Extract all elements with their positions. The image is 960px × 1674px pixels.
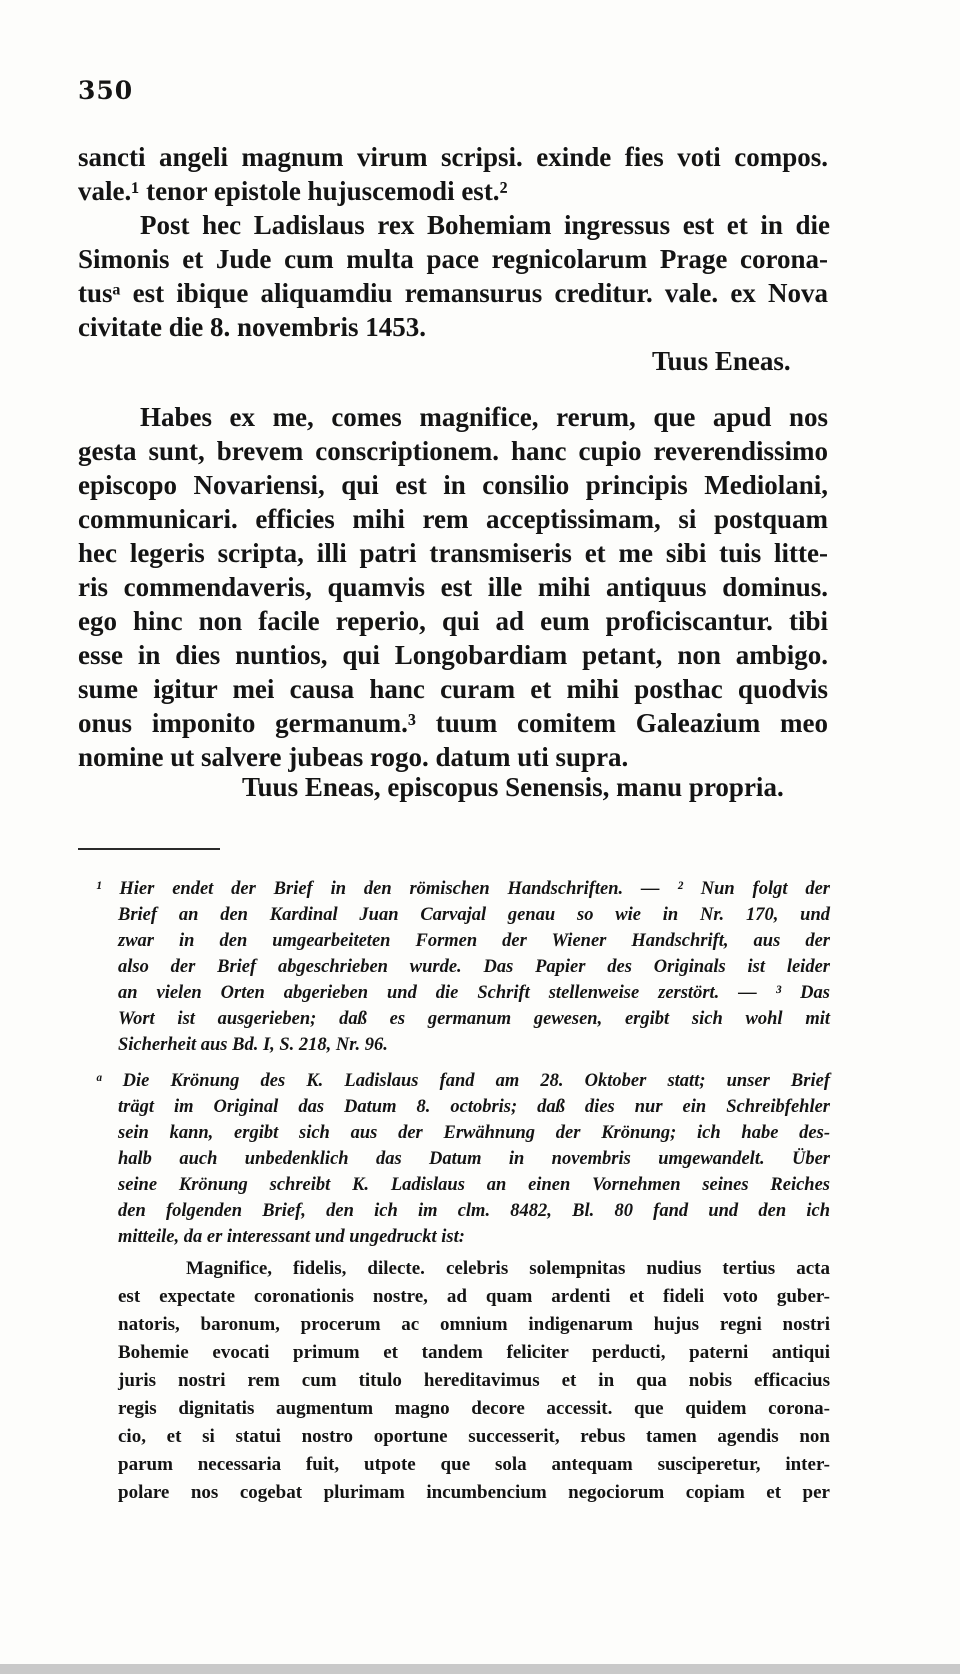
footnote-line: sein kann, ergibt sich aus der Erwähnung der Krönung; ich habe des- (118, 1123, 830, 1143)
text-line: communicari. efficies mihi rem acceptissimam, si postquam (78, 504, 828, 534)
text-line: esse in dies nuntios, qui Longobardiam petant, non ambigo. (78, 640, 828, 670)
footnote-line: an vielen Orten abgerieben und die Schrift stellenweise zerstört. — ³ Das (118, 983, 830, 1003)
text-line: Post hec Ladislaus rex Bohemiam ingressus est et in die (140, 210, 830, 240)
text-line: episcopo Novariensi, qui est in consilio principis Mediolani, (78, 470, 828, 500)
text-line: hec legeris scripta, illi patri transmiseris et me sibi tuis litte- (78, 538, 828, 568)
footnote-line: halb auch unbedenklich das Datum in novembris umgewandelt. Über (118, 1149, 830, 1169)
quoted-letter-line: Magnifice, fidelis, dilecte. celebris solempnitas nudius tertius acta (186, 1258, 830, 1279)
quoted-letter-line: est expectate coronationis nostre, ad quam ardenti et fideli voto guber- (118, 1286, 830, 1307)
quoted-letter-line: Bohemie evocati primum et tandem feliciter perducti, paterni antiqui (118, 1342, 830, 1363)
footnote-line: zwar in den umgearbeiteten Formen der Wiener Handschrift, aus der (118, 931, 830, 951)
page-number: 350 (78, 76, 134, 105)
quoted-letter-line: parum necessaria fuit, utpote que sola antequam susciperetur, inter- (118, 1454, 830, 1475)
footnote-line: ¹ Hier endet der Brief in den römischen Handschriften. — ² Nun folgt der (96, 879, 830, 899)
text-line: onus imponito germanum.³ tuum comitem Galeazium meo (78, 708, 828, 738)
quoted-letter-line: cio, et si statui nostro oportune successerit, rebus tamen agendis non (118, 1426, 830, 1447)
footnote-line: seine Krönung schreibt K. Ladislaus an einen Vornehmen seines Reiches (118, 1175, 830, 1195)
text-line: ego hinc non facile reperio, qui ad eum proficiscantur. tibi (78, 606, 828, 636)
signature: Tuus Eneas, episcopus Senensis, manu propria. (242, 772, 784, 802)
footnote-line: trägt im Original das Datum 8. octobris; daß dies nur ein Schreibfehler (118, 1097, 830, 1117)
quoted-letter-line: natoris, baronum, procerum ac omnium indigenarum hujus regni nostri (118, 1314, 830, 1335)
footnote-line: Brief an den Kardinal Juan Carvajal genau so wie in Nr. 170, und (118, 905, 830, 925)
footnote-rule (78, 848, 220, 850)
text-line: nomine ut salvere jubeas rogo. datum uti supra. (78, 742, 629, 772)
footnote-line: Wort ist ausgerieben; daß es germanum gewesen, ergibt sich wohl mit (118, 1009, 830, 1029)
text-line: sume igitur mei causa hanc curam et mihi posthac quodvis (78, 674, 828, 704)
scan-edge (0, 1664, 960, 1674)
text-line: tusᵃ est ibique aliquamdiu remansurus creditur. vale. ex Nova (78, 278, 828, 308)
text-line: civitate die 8. novembris 1453. (78, 312, 426, 342)
text-line: Tuus Eneas. (652, 346, 791, 376)
text-line: Simonis et Jude cum multa pace regnicolarum Prage corona- (78, 244, 828, 274)
text-line: gesta sunt, brevem conscriptionem. hanc cupio reverendissimo (78, 436, 828, 466)
text-line: vale.¹ tenor epistole hujuscemodi est.² (78, 176, 508, 206)
quoted-letter-line: polare nos cogebat plurimam incumbencium negociorum copiam et per (118, 1482, 830, 1503)
footnote-line: den folgenden Brief, den ich im clm. 8482, Bl. 80 fand und den ich (118, 1201, 830, 1221)
quoted-letter-line: juris nostri rem cum titulo hereditavimus et in qua nobis efficacius (118, 1370, 830, 1391)
footnote-line: ᵃ Die Krönung des K. Ladislaus fand am 28. Oktober statt; unser Brief (96, 1071, 830, 1091)
footnote-line: also der Brief abgeschrieben wurde. Das Papier des Originals ist leider (118, 957, 830, 977)
quoted-letter-line: regis dignitatis augmentum magno decore accessit. que quidem corona- (118, 1398, 830, 1419)
text-line: Habes ex me, comes magnifice, rerum, que apud nos (140, 402, 828, 432)
text-line: sancti angeli magnum virum scripsi. exinde fies voti compos. (78, 142, 828, 172)
footnote-line: Sicherheit aus Bd. I, S. 218, Nr. 96. (118, 1035, 388, 1055)
text-line: ris commendaveris, quamvis est ille mihi antiquus dominus. (78, 572, 828, 602)
footnote-line: mitteile, da er interessant und ungedruckt ist: (118, 1227, 465, 1247)
